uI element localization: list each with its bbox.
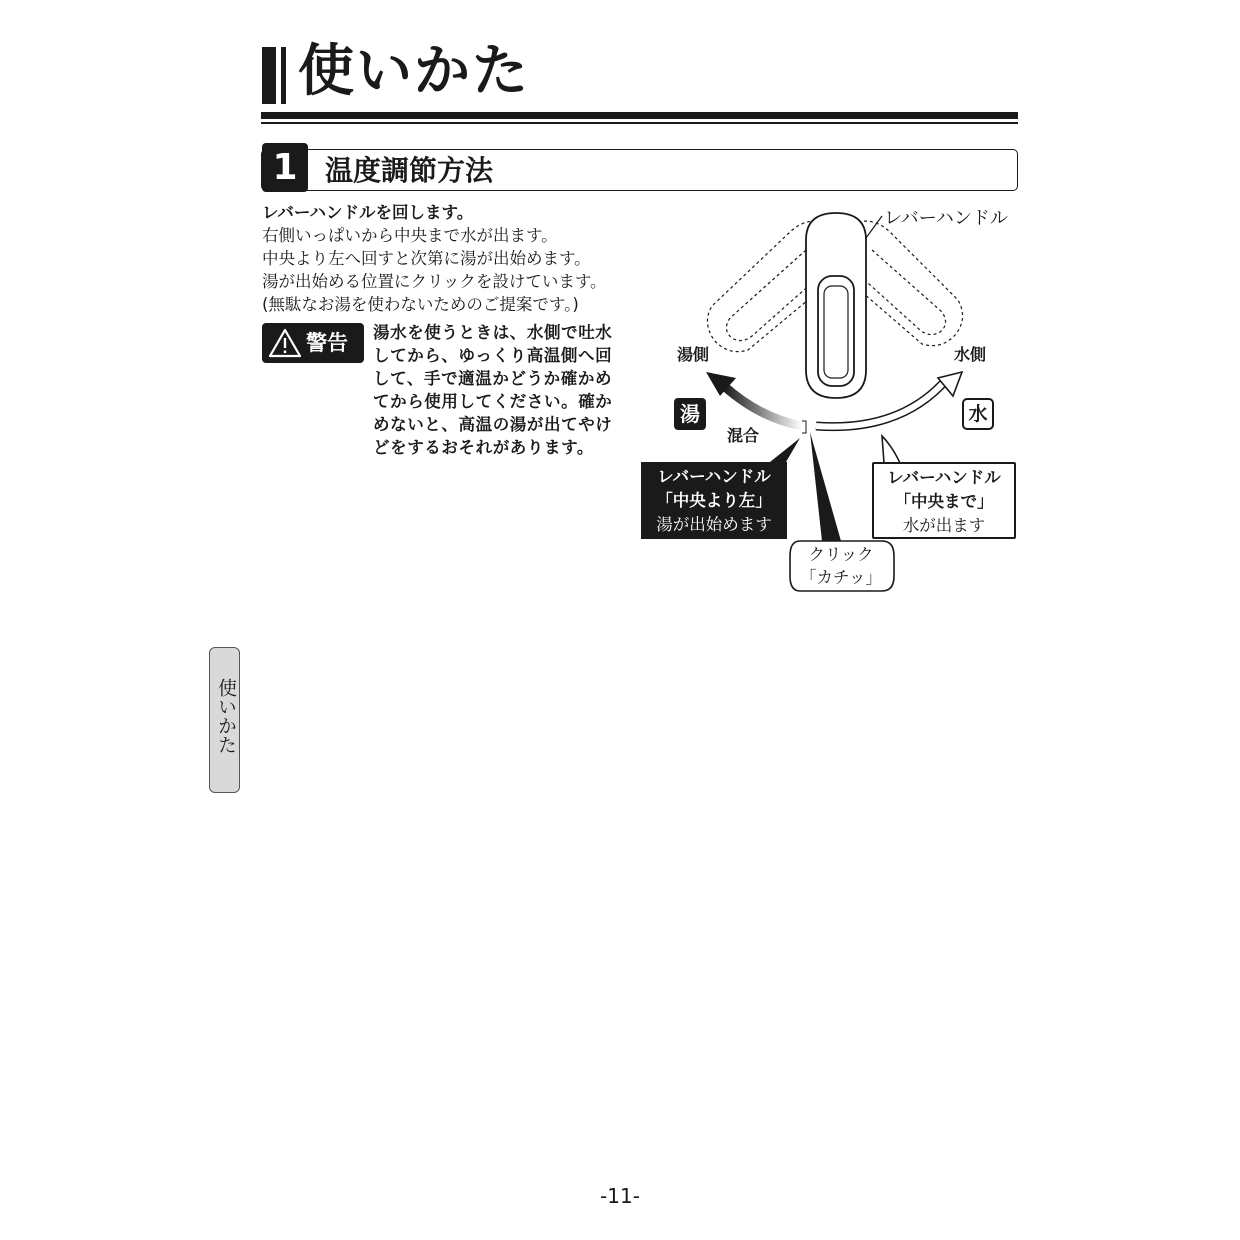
warning-line: して、手で適温かどうか確かめ	[373, 369, 613, 388]
intro-line: 湯が出始める位置にクリックを設けています。	[262, 272, 607, 291]
lever-label: レバーハンドル	[884, 208, 1008, 229]
title-bar-mark	[262, 47, 276, 104]
warning-line: 湯水を使うときは、水側で吐水	[373, 323, 613, 342]
intro-line: 中央より左へ回すと次第に湯が出始めます。	[262, 249, 591, 268]
callout-hot-start	[641, 462, 787, 539]
title-rule	[261, 112, 1018, 119]
page-title: 使いかた	[298, 39, 530, 104]
callout-line: 「カチッ」	[799, 568, 882, 587]
intro-lead: レバーハンドルを回します。	[262, 203, 474, 222]
hot-badge: 湯	[674, 398, 706, 430]
intro-line: 右側いっぱいから中央まで水が出ます。	[262, 226, 558, 245]
callout-line: 水が出ます	[902, 516, 986, 535]
warning-line: してから、ゆっくり高温側へ回	[373, 346, 613, 365]
warning-line: てから使用してください。確か	[373, 392, 613, 411]
hot-side-label: 湯側	[677, 345, 710, 364]
callout-left-pointer	[770, 438, 800, 462]
callout-click	[789, 541, 893, 591]
warning-label: 警告	[306, 331, 348, 355]
warning-line: どをするおそれがあります。	[373, 438, 594, 457]
page-number: -11-	[600, 1184, 640, 1208]
callout-line: 湯が出始めます	[656, 515, 772, 534]
section-number: 1	[262, 143, 308, 192]
mix-label: 混合	[727, 426, 760, 445]
callout-line: レバーハンドル	[887, 468, 1001, 487]
warning-line: めないと、高温の湯が出てやけ	[373, 415, 613, 434]
intro-line: (無駄なお湯を使わないためのご提案です。)	[262, 295, 579, 314]
cold-badge: 水	[962, 398, 994, 430]
cold-side-label: 水側	[954, 345, 987, 364]
callout-line: 「中央まで」	[894, 492, 994, 511]
click-pointer	[810, 432, 841, 541]
title-rule-thin	[261, 122, 1018, 124]
callout-right-pointer	[882, 436, 900, 463]
title-bar-mark-thin	[281, 47, 286, 104]
callout-line: レバーハンドル	[657, 467, 771, 486]
warning-triangle-icon	[268, 328, 302, 358]
section-title: 温度調節方法	[325, 154, 494, 187]
lever-handle	[806, 213, 866, 398]
hot-arc-arrow	[724, 386, 802, 426]
callout-line: クリック	[808, 545, 874, 564]
lever-leader-line	[866, 216, 882, 238]
side-index-tab-label: 使いかた	[215, 678, 237, 754]
callout-line: 「中央より左」	[656, 491, 772, 510]
callout-water-only	[872, 462, 1016, 539]
